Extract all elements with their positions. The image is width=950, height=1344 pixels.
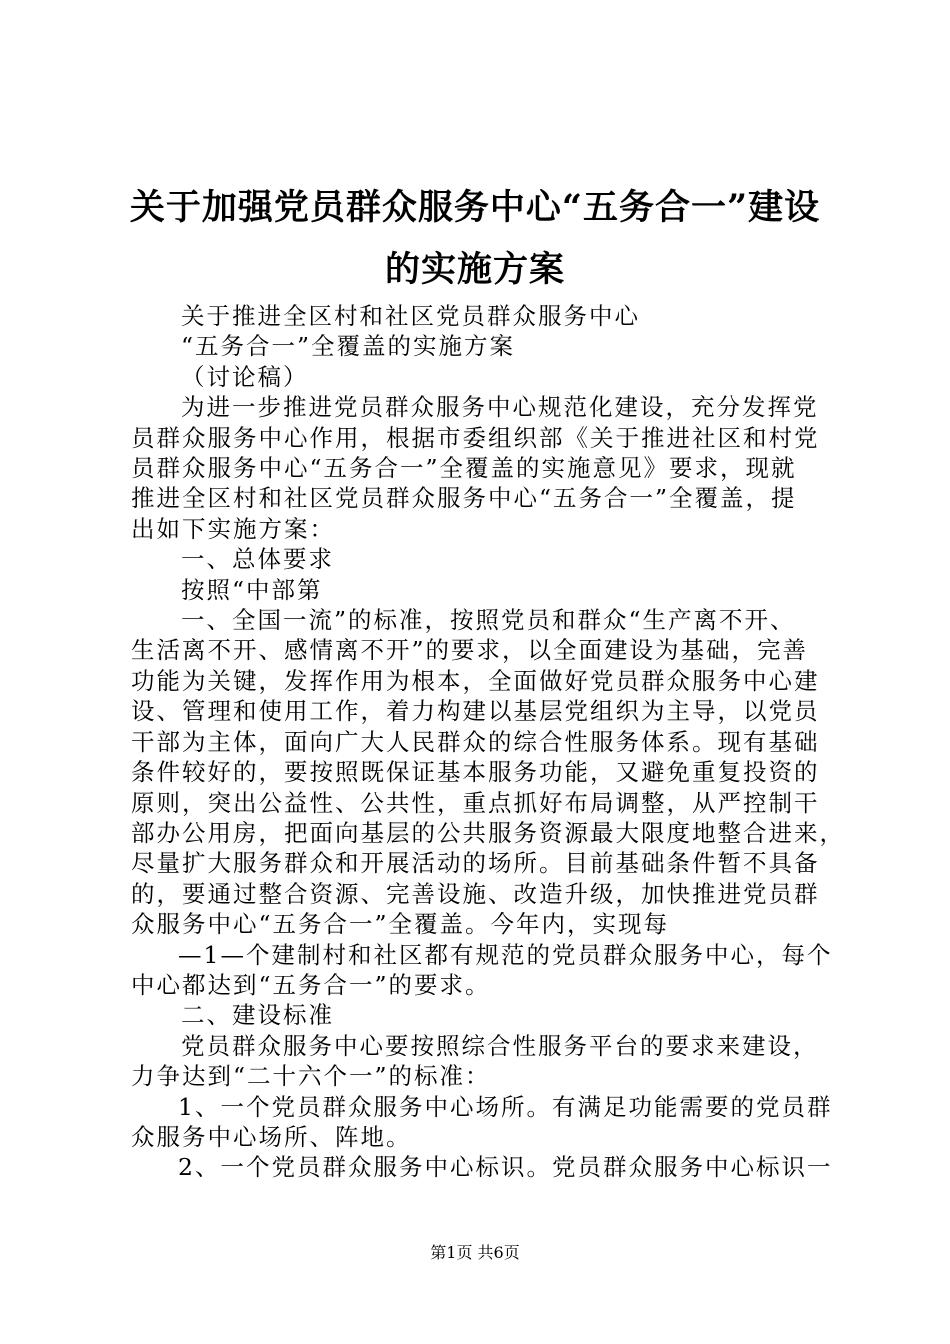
text-line: 生活离不开、感情离不开”的要求，以全面建设为基础，完善 [131,636,809,665]
text-line: 1、一个党员群众服务中心场所。有满足功能需要的党员群 [178,1092,833,1121]
text-line: 部办公用房，把面向基层的公共服务资源最大限度地整合进来， [131,818,845,847]
text-line: 出如下实施方案： [131,514,335,543]
text-line: （讨论稿） [181,362,309,391]
text-line: 的，要通过整合资源、完善设施、改造升级，加快推进党员群 [131,879,820,908]
document-title-line-2: 的实施方案 [384,249,565,290]
text-line: 员群众服务中心作用，根据市委组织部《关于推进社区和村党 [131,423,820,452]
text-line: 功能为关键，发挥作用为根本，全面做好党员群众服务中心建 [131,666,820,695]
text-line: 一、全国一流”的标准，按照党员和群众“生产离不开、 [181,606,796,635]
section-heading: 二、建设标准 [181,1001,334,1030]
text-line: 党员群众服务中心要按照综合性服务平台的要求来建设， [181,1031,819,1060]
page-number-footer: 第1页 共6页 [430,1243,520,1262]
text-line: 设、管理和使用工作，着力构建以基层党组织为主导，以党员 [131,697,820,726]
text-line: 干部为主体，面向广大人民群众的综合性服务体系。现有基础 [131,727,820,756]
text-line: 中心都达到“五务合一”的要求。 [131,970,491,999]
text-line: 为进一步推进党员群众服务中心规范化建设，充分发挥党 [181,393,819,422]
text-line: 条件较好的，要按照既保证基本服务功能，又避免重复投资的 [131,758,820,787]
text-line: 原则，突出公益性、公共性，重点抓好布局调整，从严控制干 [131,788,820,817]
text-line: 关于推进全区村和社区党员群众服务中心 [181,302,640,330]
text-line: 众服务中心“五务合一”全覆盖。今年内，实现每 [131,910,670,939]
text-line: 按照“中部第 [181,575,323,604]
text-line: 力争达到“二十六个一”的标准： [131,1062,491,1091]
text-line: 众服务中心场所、阵地。 [131,1122,412,1151]
text-line: 尽量扩大服务群众和开展活动的场所。目前基础条件暂不具备 [131,849,820,878]
text-line: “五务合一”全覆盖的实施方案 [181,332,516,361]
document-title-line-1: 关于加强党员群众服务中心“五务合一”建设 [129,187,821,228]
text-line: 员群众服务中心“五务合一”全覆盖的实施意见》要求，现就 [131,454,797,483]
document-body [131,301,845,1183]
text-line: 推进全区村和社区党员群众服务中心“五务合一”全覆盖，提 [131,484,797,513]
text-line: —1—个建制村和社区都有规范的党员群众服务中心，每个 [178,940,833,969]
text-line: 2、一个党员群众服务中心标识。党员群众服务中心标识一 [178,1153,833,1182]
section-heading: 一、总体要求 [181,545,334,574]
